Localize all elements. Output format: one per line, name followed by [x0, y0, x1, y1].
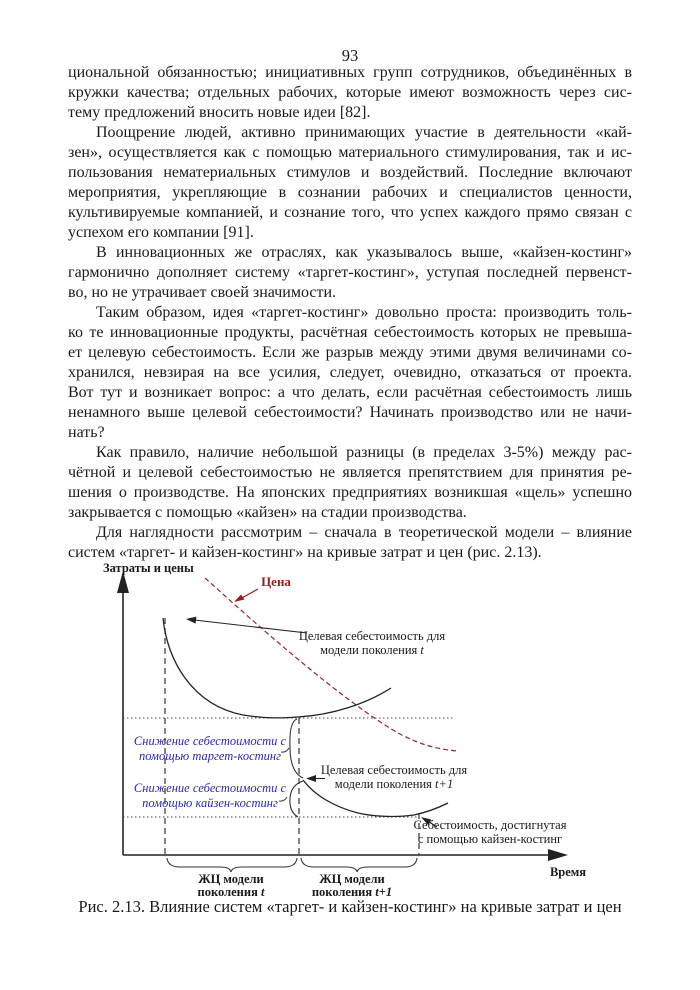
text-line: шения о производстве. На японских предприятиях возникшая «щель» успешно [68, 484, 632, 501]
text-line: систем «таргет- и кайзен-костинг» на кривые затрат и цен (рис. 2.13). [68, 544, 542, 561]
text-line: Для наглядности рассмотрим – сначала в теоретической модели – влияние [96, 524, 632, 541]
y-axis-title: Затраты и цены [103, 561, 194, 575]
x-axis-arrow-icon [548, 849, 568, 861]
price-curve [205, 578, 457, 751]
text-line: во, но не утрачивает своей значимости. [68, 284, 337, 301]
text-line: ко те инновационные продукты, расчётная себестоимость которых не превыша- [68, 324, 632, 341]
text-line: гармонично дополняет систему «таргет-костинг», уступая последней первенст- [68, 264, 632, 281]
text-line: Как правило, наличие небольшой разницы (в пределах 3-5%) между рас- [96, 444, 632, 461]
text-line: кружки качества; отдельных рабочих, которые имеют возможность через сис- [68, 84, 632, 101]
reduction-target-label-line2: помощью таргет-костинг [139, 749, 281, 763]
target-cost-t1-label-line1: Целевая себестоимость для [320, 763, 468, 777]
tick-target-reduction [281, 748, 289, 752]
lifecycle-t-label-line1: ЖЦ модели [198, 872, 264, 886]
brace-kaizen-reduction [290, 781, 303, 817]
paragraph [68, 243, 632, 303]
text-line: хранился, невзирая на все усилия, следует, очевидно, отказаться от проекта. [68, 364, 632, 381]
text-line: В инновационных же отраслях, как указывалось выше, «кайзен-костинг» [96, 244, 632, 261]
reduction-kaizen-label-line1: Снижение себестоимости с [133, 781, 287, 795]
body-text [68, 63, 632, 563]
achieved-cost-label-line2: с помощью кайзен-костинг [417, 832, 563, 846]
lifecycle-t1-label-line2: поколения t+1 [311, 885, 393, 899]
paragraph [68, 123, 632, 243]
price-arrow-icon [234, 595, 245, 603]
paragraph [68, 443, 632, 523]
text-line: пользования нематериальных стимулов и воздействий. Последние включают [68, 164, 632, 181]
page-number: 93 [341, 46, 359, 65]
achieved-cost-label-line1: Себестоимость, достигнутая [413, 818, 567, 832]
target-t-arrow-icon [186, 617, 196, 624]
text-line: ненамного выше целевой себестоимости? Начинать производство или не начи- [68, 404, 632, 421]
figure-caption: Рис. 2.13. Влияние систем «таргет- и кайзен-костинг» на кривые затрат и цен [78, 897, 622, 916]
text-line: тему предложений вносить новые идеи [82]. [68, 104, 371, 121]
tick-kaizen-reduction [279, 797, 287, 801]
brace-lifecycle-t [167, 858, 297, 872]
paragraph [68, 303, 632, 443]
text-line: чётной и целевой себестоимостью не является препятствием для принятия ре- [68, 464, 632, 481]
reduction-kaizen-label-line2: помощью кайзен-костинг [142, 796, 278, 810]
reduction-target-label-line1: Снижение себестоимости с [133, 734, 287, 748]
text-line: циональной обязанностью; инициативных групп сотрудников, объединённых в [68, 64, 632, 81]
price-label: Цена [261, 574, 291, 589]
text-line: ет целевую себестоимость. Если же разрыв между этими двумя величинами со- [68, 344, 632, 361]
lifecycle-t-label-line2: поколения t [197, 885, 265, 899]
text-line: закрывается с помощью «кайзен» на стадии производства. [68, 504, 467, 521]
figure-2-13 [0, 555, 700, 905]
text-line: Таким образом, идея «таргет-костинг» довольно проста: производить толь- [96, 304, 632, 321]
brace-lifecycle-t1 [301, 858, 417, 872]
lifecycle-t1-label-line1: ЖЦ модели [319, 872, 385, 886]
text-line: зен», осуществляется как с помощью материального стимулирования, так и ис- [68, 144, 632, 161]
text-line: Вот тут и возникает вопрос: а что делать, если расчётная себестоимость лишь [68, 384, 632, 401]
text-line: нать? [68, 424, 105, 441]
target-t1-arrow-icon [306, 775, 316, 782]
target-cost-t-label-line1: Целевая себестоимость для [298, 629, 446, 643]
target-cost-t-label-line2: модели поколения t [320, 643, 424, 657]
text-line: мероприятия, укрепляющие в сознании рабочих и специалистов ценности, [68, 184, 632, 201]
text-line: культивируемые компанией, и сознание того, что успех каждого прямо связан с [68, 204, 632, 221]
brace-target-reduction [290, 719, 303, 778]
text-line: успехом его компании [91]. [68, 224, 254, 241]
paragraph [68, 63, 632, 123]
target-cost-t1-label-line2: модели поколения t+1 [334, 777, 454, 791]
text-line: Поощрение людей, активно принимающих участие в деятельности «кай- [96, 124, 632, 141]
target-t-leader-line [190, 620, 307, 634]
x-axis-title: Время [549, 865, 587, 879]
